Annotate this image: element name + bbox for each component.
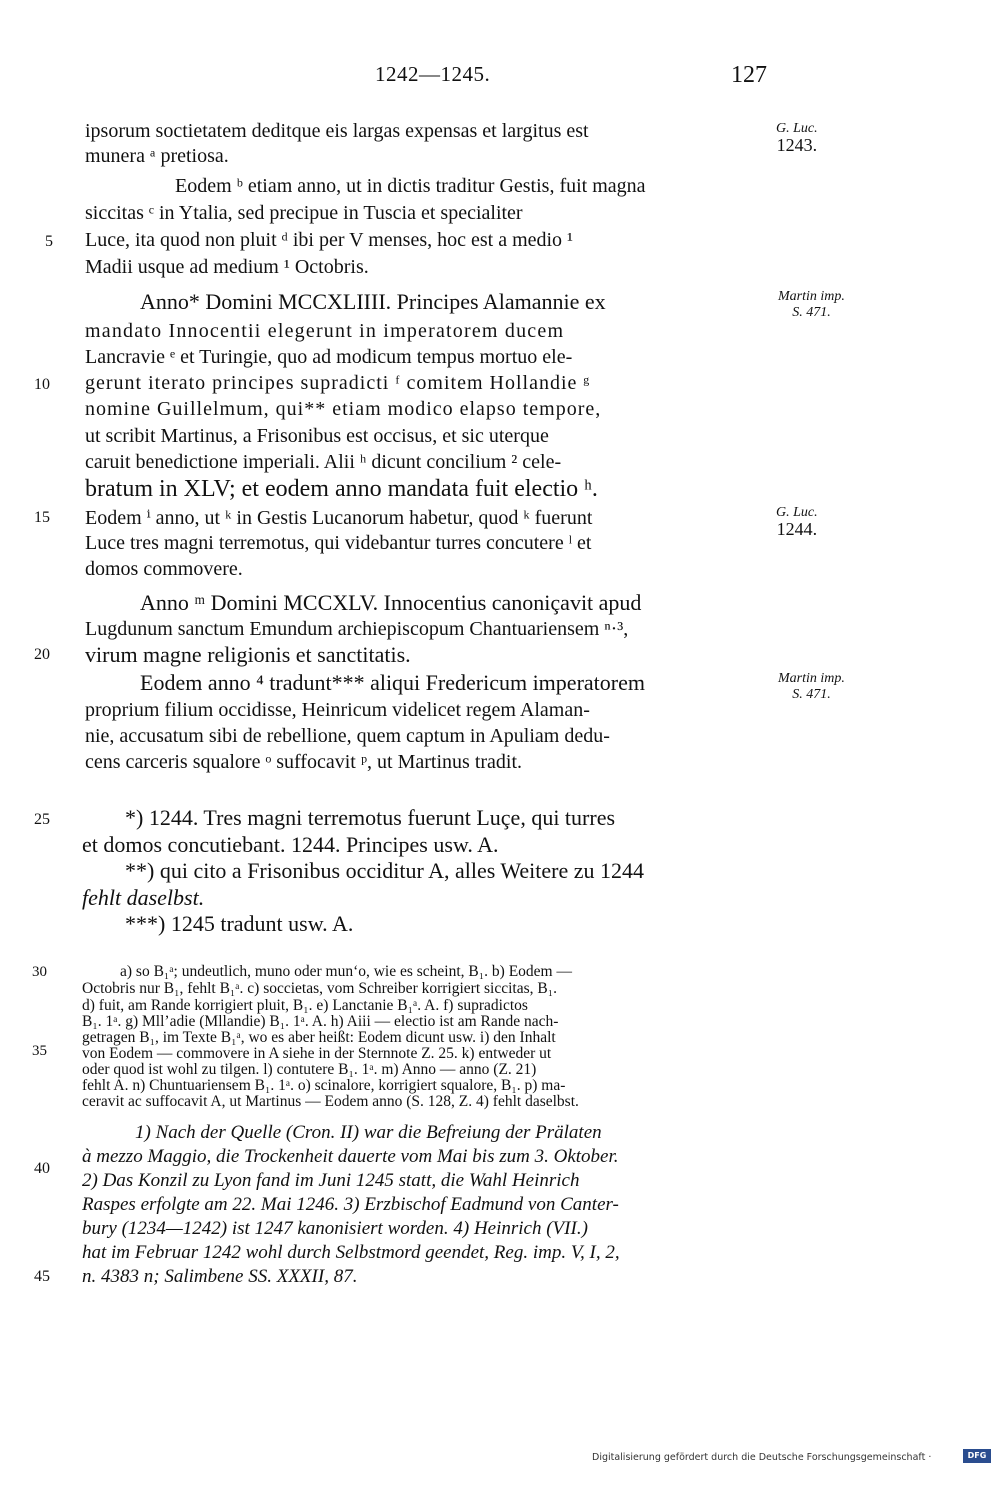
line-number: 35 bbox=[32, 1043, 47, 1059]
main-line: Luce tres magni terremotus, qui videbantur turres concutere ˡ et bbox=[85, 532, 592, 554]
main-line: Luce, ita quod non pluit ᵈ ibi per V menses, hoc est a medio ¹ bbox=[85, 229, 574, 251]
main-line: cens carceris squalore ᵒ suffocavit ᵖ, ut Martinus tradit. bbox=[85, 751, 523, 773]
line-number: 30 bbox=[32, 964, 47, 980]
running-header: 1242—1245. bbox=[375, 62, 491, 86]
main-line: bratum in XLV; et eodem anno mandata fuit electio ʰ. bbox=[85, 476, 598, 502]
numbered-note-line: 2) Das Konzil zu Lyon fand im Juni 1245 statt, die Wahl Heinrich bbox=[82, 1170, 580, 1191]
variant-note-line: fehlt A. n) Chuntuariensem B₁. 1ᵃ. o) scinalore, korrigiert squalore, B₁. p) ma- bbox=[82, 1077, 566, 1094]
margin-note-martin-2: Martin imp. S. 471. bbox=[778, 671, 845, 702]
numbered-note-line: n. 4383 n; Salimbene SS. XXXII, 87. bbox=[82, 1266, 358, 1287]
line-number: 20 bbox=[34, 646, 50, 663]
variant-note-line: a) so B₁ᵃ; undeutlich, muno oder mun‘o, wie es scheint, B₁. b) Eodem — bbox=[120, 963, 572, 980]
margin-note-martin-1: Martin imp. S. 471. bbox=[778, 289, 845, 320]
main-line: gerunt iterato principes supradicti ᶠ comitem Hollandie ᵍ bbox=[85, 372, 591, 394]
variant-note-line: ceravit ac suffocavit A, ut Martinus — Eodem anno (S. 128, Z. 4) fehlt daselbst. bbox=[82, 1093, 579, 1110]
numbered-note-line: hat im Februar 1242 wohl durch Selbstmord geendet, Reg. imp. V, I, 2, bbox=[82, 1242, 620, 1263]
main-line: ipsorum soctietatem deditque eis largas expensas et largitus est bbox=[85, 120, 589, 142]
main-line: Anno* Domini MCCXLIIII. Principes Alamannie ex bbox=[140, 289, 606, 314]
main-line: Madii usque ad medium ¹ Octobris. bbox=[85, 256, 369, 278]
main-line: mandato Innocentii elegerunt in imperatorem ducem bbox=[85, 320, 565, 342]
main-line: proprium filium occidisse, Heinricum videlicet regem Alaman- bbox=[85, 699, 590, 721]
main-line: virum magne religionis et sanctitatis. bbox=[85, 642, 411, 667]
main-line: caruit benedictione imperiali. Alii ʰ dicunt concilium ² cele- bbox=[85, 451, 562, 473]
line-number: 5 bbox=[45, 233, 53, 250]
main-line: Eodem ⁱ anno, ut ᵏ in Gestis Lucanorum habetur, quod ᵏ fuerunt bbox=[85, 507, 593, 529]
variant-note-line: oder quod ist wohl zu tilgen. l) contutere B₁. 1ᵃ. m) Anno — anno (Z. 21) bbox=[82, 1061, 537, 1078]
star-note-line: **) qui cito a Frisonibus occiditur A, alles Weitere zu 1244 bbox=[125, 858, 644, 883]
margin-note-gluc-1244: G. Luc. 1244. bbox=[776, 505, 818, 539]
numbered-note-line: Raspes erfolgte am 22. Mai 1246. 3) Erzbischof Eadmund von Canter- bbox=[82, 1194, 619, 1215]
main-line: Eodem ᵇ etiam anno, ut in dictis traditur Gestis, fuit magna bbox=[175, 175, 646, 197]
star-note-line: ***) 1245 tradunt usw. A. bbox=[125, 911, 354, 936]
line-number: 15 bbox=[34, 509, 50, 526]
main-line: nomine Guillelmum, qui** etiam modico elapso tempore, bbox=[85, 398, 602, 420]
variant-note-line: von Eodem — commovere in A siehe in der Sternnote Z. 25. k) entweder ut bbox=[82, 1045, 552, 1062]
variant-note-line: B₁. 1ᵃ. g) Mll’adie (Mllandie) B₁. 1ᵃ. A. h) Aiii — electio ist am Rande nach- bbox=[82, 1013, 559, 1030]
star-note-line: fehlt daselbst. bbox=[82, 885, 205, 910]
line-number: 40 bbox=[34, 1160, 50, 1177]
main-line: siccitas ᶜ in Ytalia, sed precipue in Tuscia et specialiter bbox=[85, 202, 523, 224]
line-number: 25 bbox=[34, 811, 50, 828]
numbered-note-line: à mezzo Maggio, die Trockenheit dauerte vom Mai bis zum 3. Oktober. bbox=[82, 1146, 619, 1167]
main-line: ut scribit Martinus, a Frisonibus est occisus, et sic uterque bbox=[85, 425, 549, 447]
line-number: 10 bbox=[34, 376, 50, 393]
star-note-line: *) 1244. Tres magni terremotus fuerunt Luçe, qui turres bbox=[125, 805, 616, 830]
variant-note-line: getragen B₁, im Texte B₁ᵃ, wo es aber heißt: Eodem dicunt usw. i) den Inhalt bbox=[82, 1029, 556, 1046]
main-line: Lancravie ᵉ et Turingie, quo ad modicum tempus mortuo ele- bbox=[85, 346, 573, 368]
main-line: Lugdunum sanctum Emundum archiepiscopum Chantuariensem ⁿ·³, bbox=[85, 618, 629, 640]
star-note-line: et domos concutiebant. 1244. Principes usw. A. bbox=[82, 832, 499, 857]
margin-note-gluc-1243: G. Luc. 1243. bbox=[776, 121, 818, 155]
main-line: nie, accusatum sibi de rebellione, quem captum in Apuliam dedu- bbox=[85, 725, 610, 747]
main-line: munera ᵃ pretiosa. bbox=[85, 145, 229, 167]
variant-note-line: Octobris nur B₁, fehlt B₁ᵃ. c) soccietas, vom Schreiber korrigiert siccitas, B₁. bbox=[82, 980, 557, 997]
numbered-note-line: 1) Nach der Quelle (Cron. II) war die Befreiung der Prälaten bbox=[135, 1122, 602, 1143]
digitization-credit: Digitalisierung gefördert durch die Deutsche Forschungsgemeinschaft · bbox=[592, 1452, 932, 1463]
variant-note-line: d) fuit, am Rande korrigiert pluit, B₁. e) Lanctanie B₁ᵃ. A. f) supradictos bbox=[82, 997, 528, 1014]
dfg-logo: DFG bbox=[963, 1449, 991, 1463]
main-line: domos commovere. bbox=[85, 558, 243, 580]
page-number: 127 bbox=[731, 62, 767, 88]
main-line: Anno ᵐ Domini MCCXLV. Innocentius canoniçavit apud bbox=[140, 590, 642, 615]
numbered-note-line: bury (1234—1242) ist 1247 kanonisiert worden. 4) Heinrich (VII.) bbox=[82, 1218, 588, 1239]
line-number: 45 bbox=[34, 1268, 50, 1285]
main-line: Eodem anno ⁴ tradunt*** aliqui Fredericum imperatorem bbox=[140, 670, 645, 695]
